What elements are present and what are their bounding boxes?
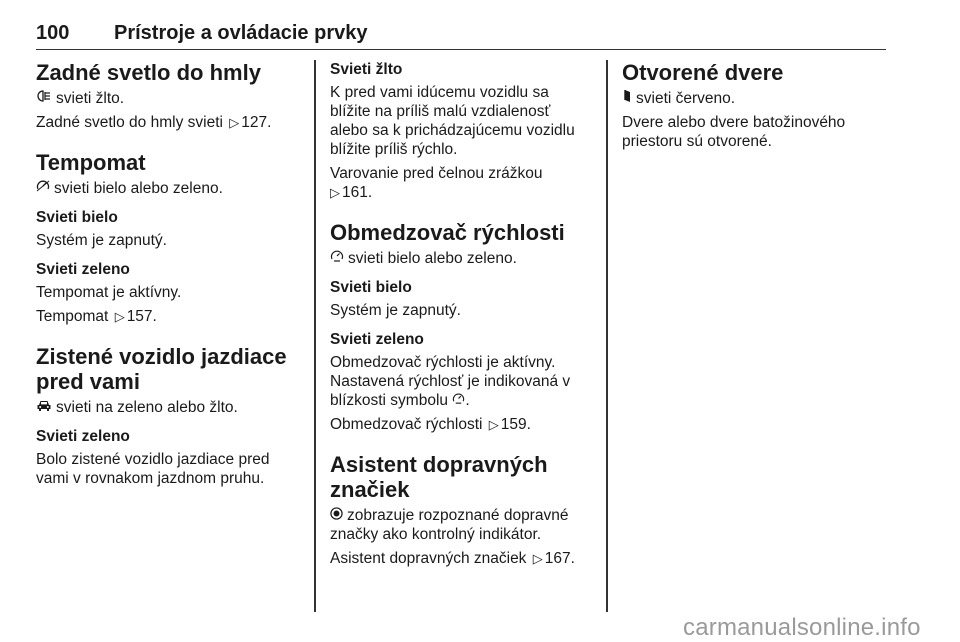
page-reference-link[interactable]: 167. <box>544 550 575 567</box>
traffic-sign-reference: Asistent dopravných značiek ▷ 167. <box>330 550 575 567</box>
vehicle-green-heading: Svieti zeleno <box>36 428 130 445</box>
watermark: carmanualsonline.info <box>683 614 921 641</box>
door-open-icon <box>622 89 632 103</box>
cruise-control-reference: Tempomat ▷ 157. <box>36 308 157 325</box>
column-right <box>622 60 884 156</box>
traffic-sign-text: zobrazuje rozpoznané dopravné značky ako kontrolný indikátor. <box>330 507 569 543</box>
fog-light-heading: Zadné svetlo do hmly <box>36 60 261 85</box>
page-reference-icon: ▷ <box>229 115 240 130</box>
column-middle <box>330 60 592 573</box>
speed-limiter-heading: Obmedzovač rýchlosti <box>330 220 565 245</box>
limiter-white-text: Systém je zapnutý. <box>330 302 461 319</box>
page-title: Prístroje a ovládacie prvky <box>114 22 368 44</box>
yellow-text: K pred vami idúcemu vozidlu sa blížite na príliš malú vzdialenosť alebo sa k prichádzajúcemu vozidlu blížite príliš rýchlo. <box>330 84 575 158</box>
speed-limiter-icon <box>330 249 344 263</box>
page-reference-link[interactable]: 159. <box>500 416 531 433</box>
column-divider <box>314 60 316 612</box>
vehicle-ahead-status: svieti na zeleno alebo žlto. <box>36 398 298 417</box>
page-reference-link[interactable]: 157. <box>126 308 157 325</box>
column-left <box>36 60 298 493</box>
limiter-green-text: Obmedzovač rýchlosti je aktívny. Nastavená rýchlosť je indikovaná v blízkosti symbolu . <box>330 354 571 409</box>
limiter-green-heading: Svieti zeleno <box>330 331 424 348</box>
speed-limiter-status: svieti bielo alebo zeleno. <box>330 249 592 268</box>
yellow-heading: Svieti žlto <box>330 61 403 78</box>
vehicle-ahead-heading: Zistené vozidlo jazdiace pred vami <box>36 344 287 394</box>
vehicle-ahead-icon <box>36 399 52 412</box>
page-reference-link[interactable]: 127. <box>241 114 272 131</box>
traffic-sign-heading: Asistent dopravných značiek <box>330 452 548 502</box>
cruise-white-heading: Svieti bielo <box>36 209 118 226</box>
cruise-green-text: Tempomat je aktívny. <box>36 284 182 301</box>
page-reference-icon: ▷ <box>488 417 499 432</box>
cruise-green-heading: Svieti zeleno <box>36 261 130 278</box>
column-divider <box>606 60 608 612</box>
speed-limiter-icon <box>452 392 465 405</box>
cruise-white-text: Systém je zapnutý. <box>36 232 167 249</box>
door-open-text: Dvere alebo dvere batožinového priestoru sú otvorené. <box>622 114 846 150</box>
limiter-white-heading: Svieti bielo <box>330 279 412 296</box>
traffic-sign-icon <box>330 507 343 520</box>
fog-light-status: svieti žlto. <box>36 89 298 108</box>
cruise-control-status: svieti bielo alebo zeleno. <box>36 179 298 198</box>
fog-light-reference: Zadné svetlo do hmly svieti ▷ 127. <box>36 114 272 131</box>
cruise-control-icon <box>36 179 50 193</box>
collision-reference: Varovanie pred čelnou zrážkou ▷ 161. <box>330 165 543 201</box>
door-open-status: svieti červeno. <box>622 89 884 108</box>
page-number: 100 <box>36 22 70 44</box>
page-reference-icon: ▷ <box>330 185 340 200</box>
page-reference-link[interactable]: 161. <box>342 184 373 201</box>
page-reference-icon: ▷ <box>114 309 125 324</box>
vehicle-green-text: Bolo zistené vozidlo jazdiace pred vami v rovnakom jazdnom pruhu. <box>36 451 270 487</box>
cruise-control-heading: Tempomat <box>36 150 146 175</box>
speed-limiter-reference: Obmedzovač rýchlosti ▷ 159. <box>330 416 531 433</box>
page-header <box>36 20 886 50</box>
door-open-heading: Otvorené dvere <box>622 60 784 85</box>
rear-fog-light-icon <box>36 89 52 103</box>
page-reference-icon: ▷ <box>532 551 543 566</box>
